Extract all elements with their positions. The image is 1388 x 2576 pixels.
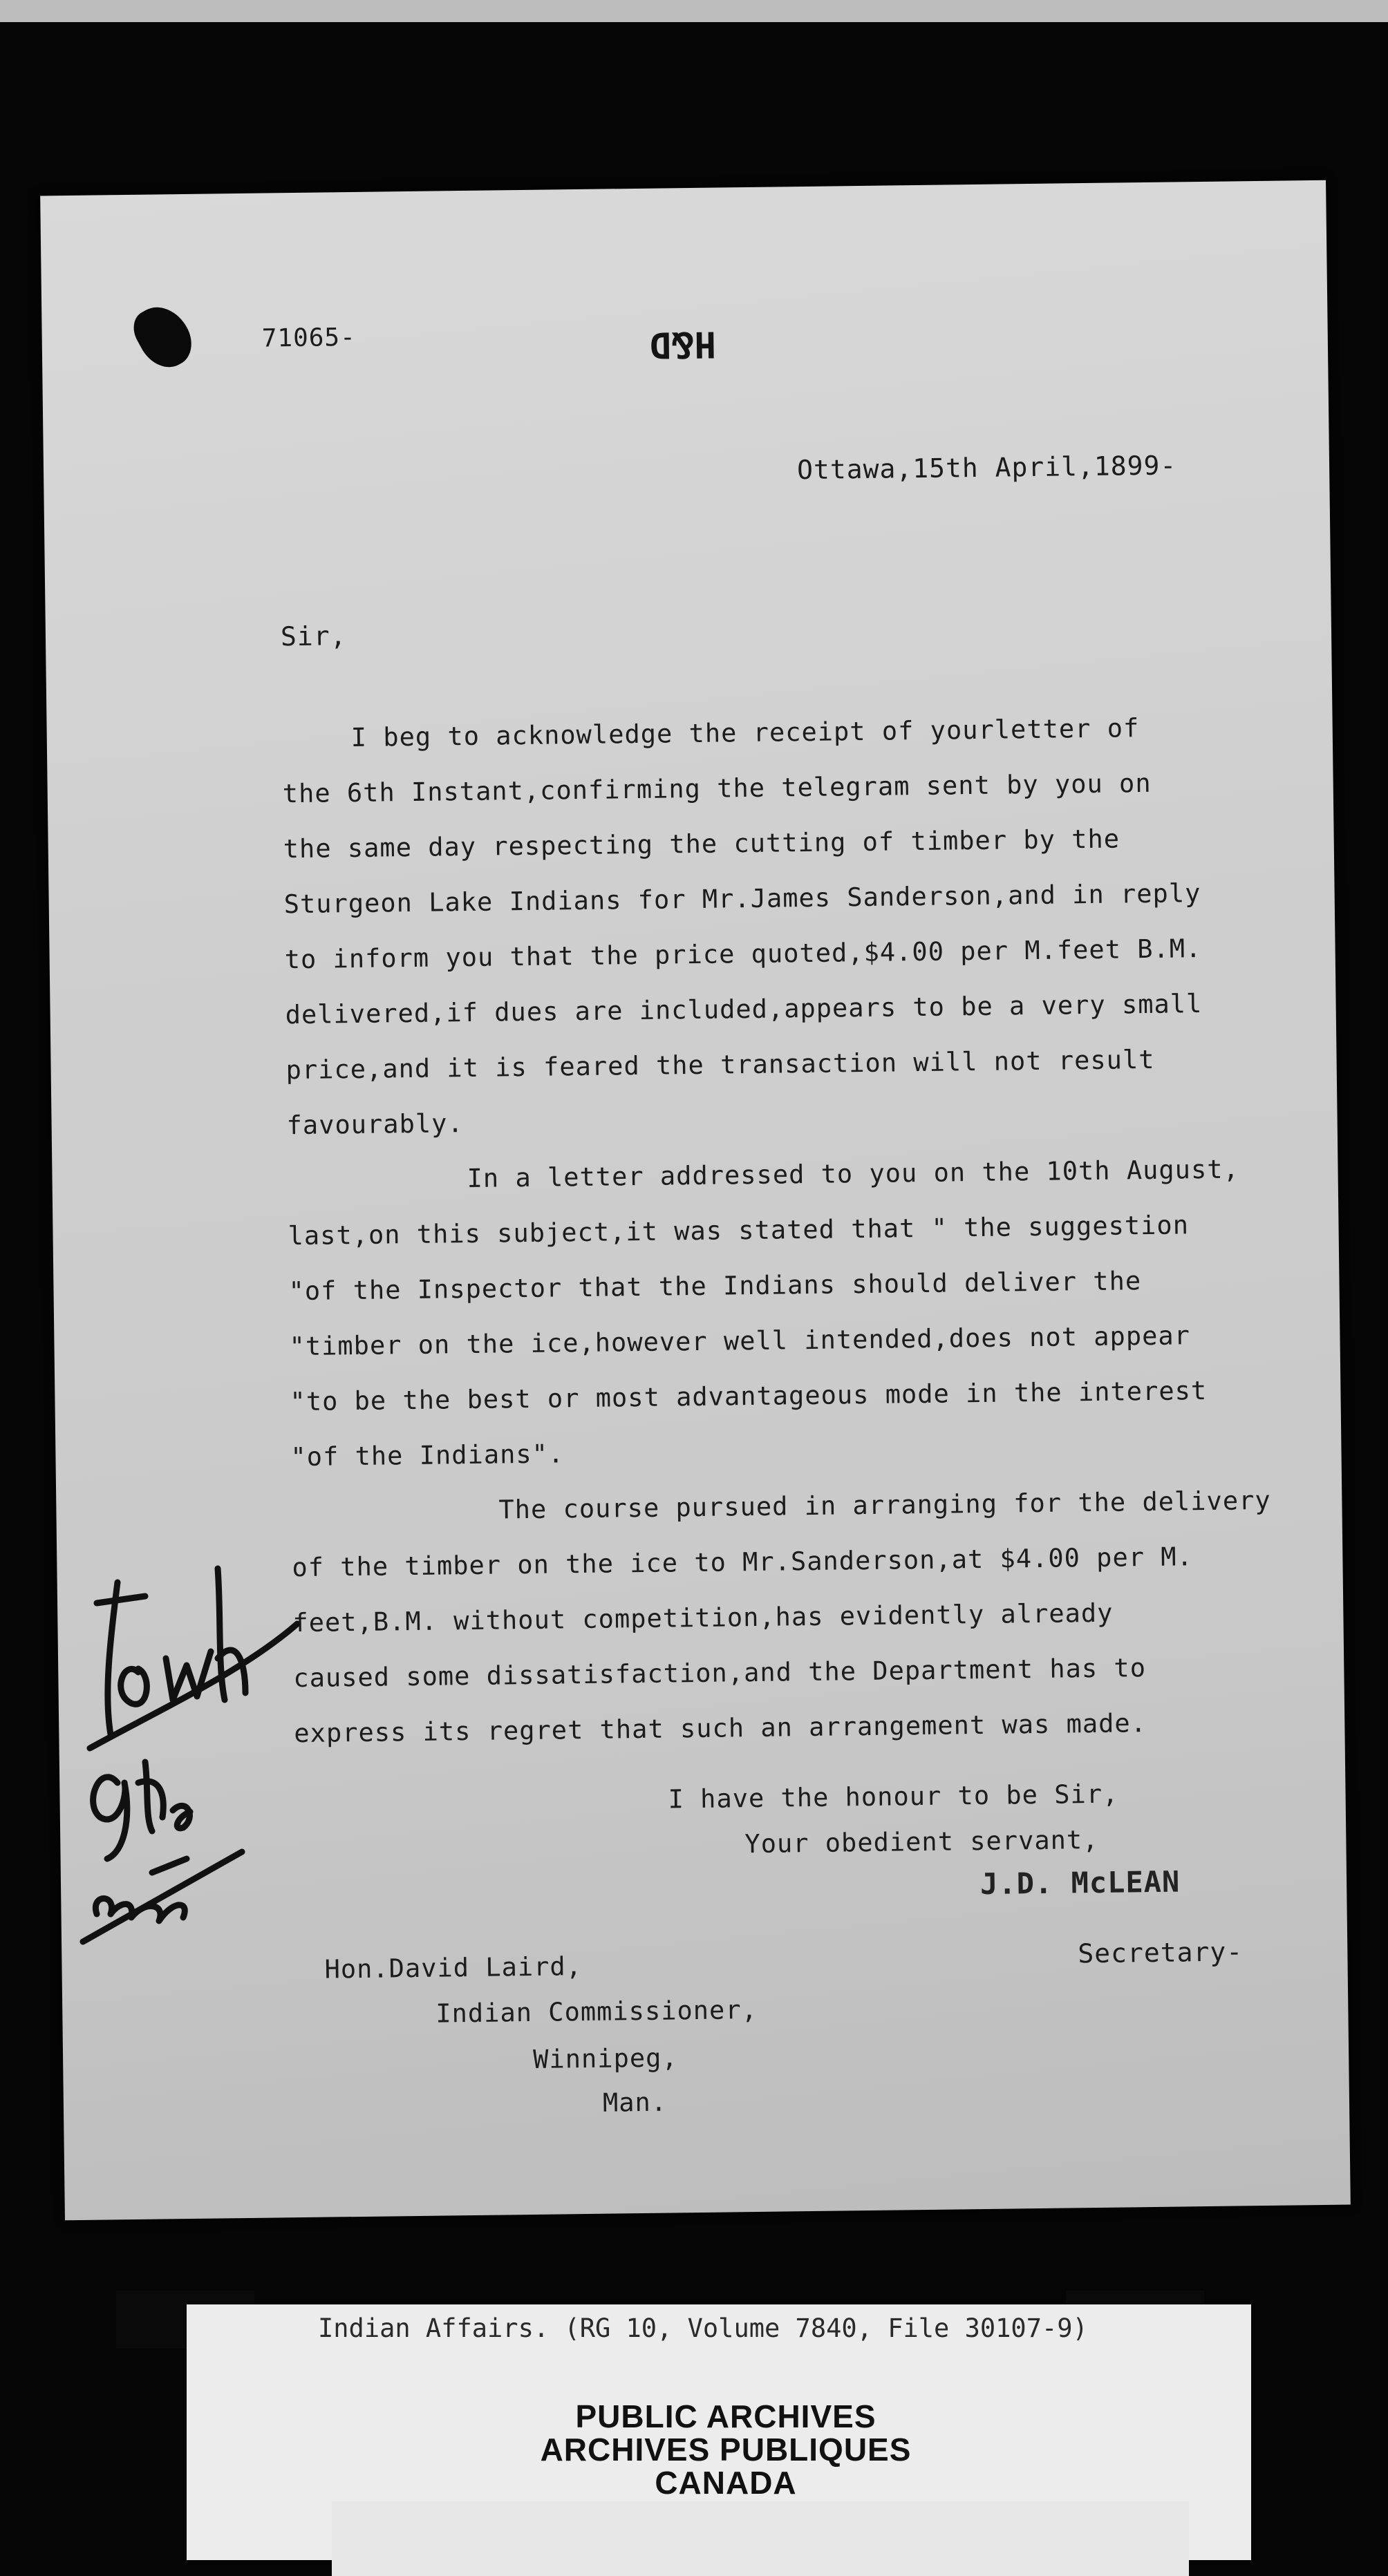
body-line: "timber on the ice,however well intended,does not appear [289,1320,1191,1362]
salutation: Sir, [280,621,347,652]
closing-line: I have the honour to be Sir, [668,1779,1119,1815]
closing-line: Your obedient servant, [744,1824,1099,1859]
body-line: "of the Indians". [290,1439,565,1472]
scan-top-strip [0,0,1388,22]
archive-label-bottom [332,2501,1189,2576]
body-line: to inform you that the price quoted,$4.00 per M.feet B.M. [284,934,1202,975]
body-line: caused some dissatisfaction,and the Department has to [293,1653,1147,1694]
body-line: price,and it is feared the transaction will not result [285,1044,1155,1086]
letter-date: Ottawa,15th April,1899- [796,450,1177,486]
archive-name-fr: ARCHIVES PUBLIQUES [540,2432,912,2468]
body-line: I beg to acknowledge the receipt of yourletter of [350,713,1140,753]
body-line: last,on this subject,it was stated that " the suggestion [288,1210,1190,1251]
file-reference-number: 71065- [261,323,357,353]
body-line: the same day respecting the cutting of timber by the [283,824,1120,864]
signer-title: Secretary- [1078,1936,1244,1969]
archive-country: CANADA [655,2465,797,2501]
handwritten-initials [69,1555,318,1983]
department-mark: H&D [648,323,717,366]
body-line: In a letter addressed to you on the 10th August, [467,1154,1240,1194]
body-line: Sturgeon Lake Indians for Mr.James Sanderson,and in reply [283,878,1201,920]
recipient-line: Hon.David Laird, [324,1951,583,1985]
archive-name-en: PUBLIC ARCHIVES [575,2398,876,2434]
recipient-line: Man. [602,2087,668,2118]
body-line: of the timber on the ice to Mr.Sanderson,at $4.00 per M. [292,1542,1194,1583]
body-line: delivered,if dues are included,appears to be a very small [285,989,1203,1030]
punch-hole [126,297,200,377]
body-line: express its regret that such an arrangement was made. [294,1708,1147,1749]
archive-reference: Indian Affairs. (RG 10, Volume 7840, File 30107-9) [318,2313,1088,2343]
body-line: the 6th Instant,confirming the telegram sent by you on [282,768,1152,809]
body-line: feet,B.M. without competition,has evidently already [292,1598,1114,1638]
signature-stamp: J.D. McLEAN [979,1864,1181,1902]
body-line: The course pursued in arranging for the delivery [498,1485,1271,1525]
body-line: "to be the best or most advantageous mode in the interest [290,1375,1208,1417]
body-line: favourably. [286,1108,464,1141]
body-line: "of the Inspector that the Indians should deliver the [288,1266,1142,1307]
recipient-line: Indian Commissioner, [435,1994,758,2029]
recipient-line: Winnipeg, [532,2043,678,2074]
